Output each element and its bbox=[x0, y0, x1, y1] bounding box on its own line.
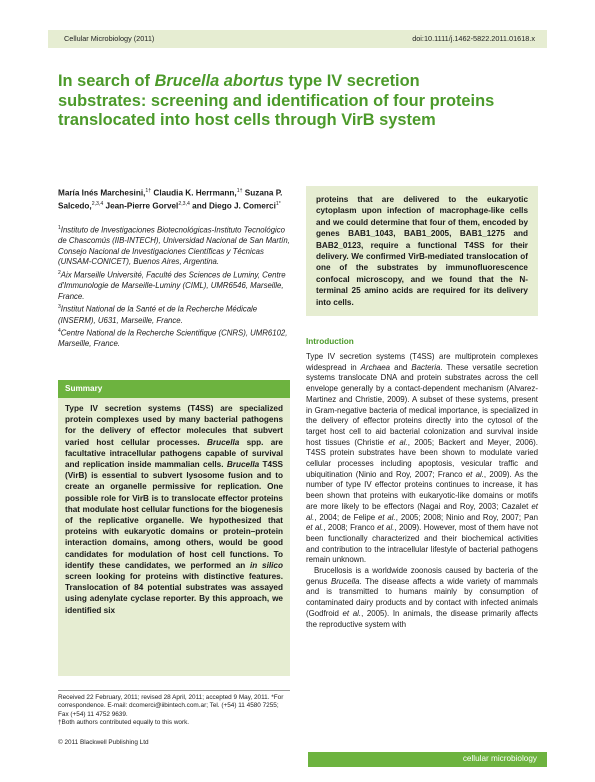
article-title: In search of Brucella abortus type IV secretion substrates: screening and identification of four proteins translocated into host cells through VirB system bbox=[58, 72, 495, 129]
affiliation-4: $^4$Centre National de la Recherche Scientifique (CNRS), UMR6102, Marseille, France. bbox=[58, 328, 288, 349]
equal-contribution-note: †Both authors contributed equally to this work. bbox=[58, 719, 190, 727]
copyright-line: © 2011 Blackwell Publishing Ltd bbox=[58, 739, 149, 746]
summary-text: Type IV secretion systems (T4SS) are specialized protein complexes used by many bacterial pathogens for the delivery of effector molecules that subvert varied host cellular processes. Brucella spp. are facultative intracellular pathogens capable of survival and replication inside mammalian cells. Brucella T4SS (VirB) is essential to subvert lysosome fusion and to create an organelle permissive for replication. One possible role for VirB is to translocate effector proteins that modulate host cellular functions for the biogenesis of the replicative organelle. We hypothesized that proteins with eukaryotic domains or protein–protein interaction domains, among others, would be good candidates for modulation of host cell functions. To identify these candidates, we performed an in silico screen looking for proteins with distinctive features. Translocation of 84 potential substrates was assayed using adenylate cyclase reporter. By this approach, we identified six bbox=[65, 404, 283, 615]
summary-heading: Summary bbox=[58, 380, 290, 398]
doi-link[interactable]: doi:10.1111/j.1462-5822.2011.01618.x bbox=[412, 34, 535, 43]
affiliation-1: $^1$Instituto de Investigaciones Biotecnológicas-Instituto Tecnológico de Chascomús (IIB-INTECH), Universidad Nacional de San Martín, Consejo Nacional de Investigaciones Científicas y Técnicas (UNSAM-CONICET), Buenos Aires, Argentina. bbox=[58, 225, 290, 267]
received-dates: Received 22 February, 2011; revised 28 April, 2011; accepted 9 May, 2011. *For correspondence. E-mail: dcomerci@iibintech.com.ar; Tel. (+54) 11 4580 7255; Fax (+54) 11 4752 9639. bbox=[58, 694, 284, 718]
affiliation-3: $^3$Institut National de la Santé et de la Recherche Médicale (INSERM), U631, Marseille, France. bbox=[58, 304, 258, 325]
journal-citation: Cellular Microbiology (2011) bbox=[64, 34, 155, 43]
journal-footer-banner bbox=[308, 752, 547, 767]
received-note bbox=[58, 690, 290, 728]
introduction-body bbox=[306, 352, 538, 630]
journal-footer-name: cellular microbiology bbox=[462, 754, 537, 763]
running-header bbox=[48, 30, 547, 48]
introduction-heading: Introduction bbox=[306, 337, 354, 346]
intro-paragraph-2: Brucellosis is a worldwide zoonosis caused by bacteria of the genus Brucella. The disease affects a wide variety of mammals and is transmitted to humans mainly by consumption of contaminated dairy products and by contact with infected animals (Godfroid et al., 2005). In animals, the disease primarily affects the reproductive system with bbox=[306, 566, 539, 629]
summary-box bbox=[58, 380, 290, 676]
affiliations bbox=[58, 223, 290, 350]
affiliation-2: $^2$Aix Marseille Université, Faculté des Sciences de Luminy, Centre d'Immunologie de Marseille-Luminy (CIML), UMR6546, Marseille, France. bbox=[58, 269, 286, 301]
intro-paragraph-1: Type IV secretion systems (T4SS) are multiprotein complexes widespread in Archaea and Bacteria. These versatile secretion systems translocate DNA and protein substrates across the cell envelope generally by a contact-dependent mechanism (Alvarez-Martinez and Christie, 2009). A subset of these systems, present in Gram-negative bacteria of medical importance, is specialized in the delivery of effector proteins directly into the cytosol of the target host cell to aid bacterial colonization and survival inside host tissues (Christie et al., 2005; Backert and Meyer, 2006). T4SS protein substrates have been shown to modulate varied cellular processes including apoptosis, vesicular traffic and ubiquitination (Ninio and Roy, 2007; Franco et al., 2009). As the number of type IV effector proteins continues to increase, it has been shown that proteins with eukaryotic-like domains or motifs are more likely to be effectors (Nagai and Roy, 2003; Cazalet et al., 2004; de Felipe et al., 2005; 2008; Ninio and Roy, 2007; Pan et al., 2008; Franco et al., 2009). However, most of them have not been functionally characterized and their biochemical activities and contribution to the intracellular lifestyle of bacterial pathogens remain unknown. bbox=[306, 352, 539, 565]
summary-continuation-box bbox=[306, 186, 538, 316]
summary-continuation-text: proteins that are delivered to the eukaryotic cytoplasm upon infection of macrophage-like cells and we could determine that four of them, encoded by genes BAB1_1043, BAB1_2005, BAB1_1275 and BAB2_0123, require a functional T4SS for their delivery. We confirmed VirB-mediated translocation of one of the substrates by immunofluorescence confocal microscopy, and we found that the N-terminal 25 amino acids are required for its delivery into cells. bbox=[316, 195, 528, 307]
author-list: María Inés Marchesini,$^{1\dagger}$ Claudia K. Herrmann,$^{1\dagger}$ Suzana P. Salcedo,$^{2,3,4}$ Jean-Pierre Gorvel$^{2,3,4}$ and Diego J. Comerci$^{1*}$ bbox=[58, 188, 283, 212]
